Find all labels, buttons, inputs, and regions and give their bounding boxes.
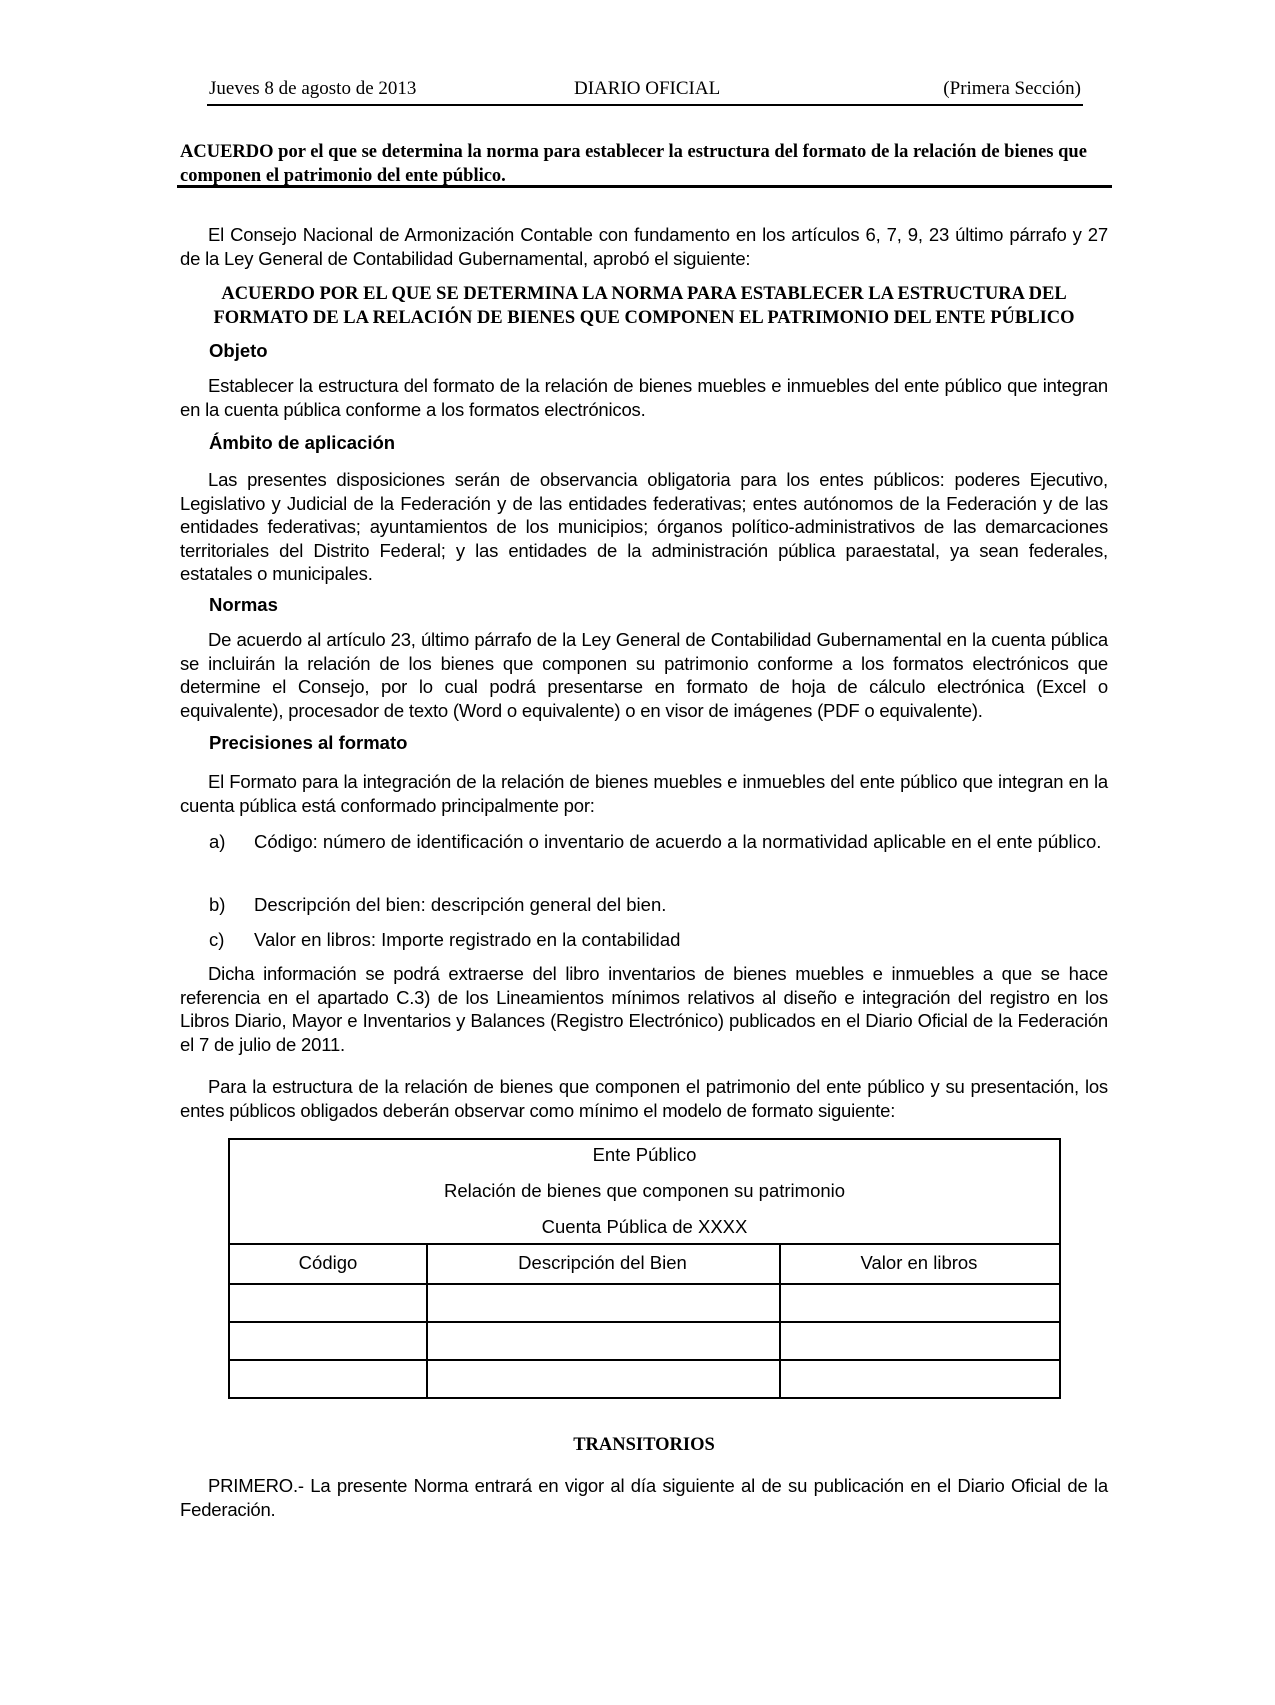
agreement-title-line2: FORMATO DE LA RELACIÓN DE BIENES QUE COMPONEN EL PATRIMONIO DEL ENTE PÚBLICO (213, 308, 1075, 328)
heading-normas: Normas (209, 594, 278, 615)
header-section: (Primera Sección) (943, 78, 1081, 99)
list-item-label: b) (209, 894, 226, 915)
column-header-codigo: Código (298, 1252, 358, 1273)
table-title-cuenta: Cuenta Pública de XXXX (541, 1216, 748, 1237)
table-title-relacion: Relación de bienes que componen su patrimonio (443, 1180, 846, 1201)
agreement-title-line1: ACUERDO POR EL QUE SE DETERMINA LA NORMA PARA ESTABLECER LA ESTRUCTURA DEL (221, 284, 1067, 304)
header-publication: DIARIO OFICIAL (574, 78, 721, 99)
document-title: ACUERDO por el que se determina la norma para establecer la estructura del formato de la relación de bienes que componen el patrimonio del ente público. (180, 142, 1087, 186)
table-row-divider (230, 1283, 1059, 1285)
list-item-label: a) (209, 831, 226, 852)
paragraph-estructura: Para la estructura de la relación de bienes que componen el patrimonio del ente público y su presentación, los entes públicos obligados deberán observar como mínimo el modelo de formato siguiente: (180, 1076, 1108, 1121)
list-item-text: Descripción del bien: descripción general del bien. (254, 894, 667, 915)
heading-precisiones: Precisiones al formato (209, 732, 408, 753)
format-model-table (228, 1138, 1061, 1399)
heading-objeto: Objeto (209, 340, 268, 361)
list-item-label: c) (209, 929, 225, 950)
heading-ambito: Ámbito de aplicación (209, 432, 396, 453)
column-header-descripcion: Descripción del Bien (518, 1252, 687, 1273)
paragraph-inventarios: Dicha información se podrá extraerse del libro inventarios de bienes muebles e inmuebles a que se hace referencia en el apartado C.3) de los Lineamientos mínimos relativos al diseño e integración del registro en los Libros Diario, Mayor e Inventarios y Balances (Registro Electrónico) publicados en el Diario Oficial de la Federación el 7 de julio de 2011. (180, 963, 1108, 1055)
list-item-text: Valor en libros: Importe registrado en la contabilidad (254, 929, 681, 950)
table-row-divider (230, 1359, 1059, 1361)
page-header (207, 76, 1083, 106)
table-title-ente: Ente Público (592, 1144, 697, 1165)
column-header-valor: Valor en libros (860, 1252, 978, 1273)
heading-transitorios: TRANSITORIOS (573, 1435, 715, 1455)
intro-paragraph: El Consejo Nacional de Armonización Contable con fundamento en los artículos 6, 7, 9, 23 último párrafo y 27 de la Ley General de Contabilidad Gubernamental, aprobó el siguiente: (180, 224, 1108, 269)
title-divider (177, 185, 1112, 188)
paragraph-normas: De acuerdo al artículo 23, último párrafo de la Ley General de Contabilidad Gubernamental en la cuenta pública se incluirán la relación de los bienes que componen su patrimonio conforme a los formatos electrónicos que determine el Consejo, por lo cual podrá presentarse en formato de hoja de cálculo electrónica (Excel o equivalente), procesador de texto (Word o equivalente) o en visor de imágenes (PDF o equivalente). (180, 629, 1108, 721)
table-title-block (230, 1140, 1059, 1245)
paragraph-precisiones: El Formato para la integración de la relación de bienes muebles e inmuebles del ente público que integran en la cuenta pública está conformado principalmente por: (180, 771, 1108, 816)
paragraph-objeto: Establecer la estructura del formato de la relación de bienes muebles e inmuebles del ente público que integran en la cuenta pública conforme a los formatos electrónicos. (180, 375, 1108, 420)
table-row-divider (230, 1321, 1059, 1323)
paragraph-ambito: Las presentes disposiciones serán de observancia obligatoria para los entes públicos: poderes Ejecutivo, Legislativo y Judicial de la Federación y de las entidades federativas; entes autónomos de la Federación y de las entidades federativas; ayuntamientos de los municipios; órganos político-administrativos de las demarcaciones territoriales del Distrito Federal; y las entidades de la administración pública paraestatal, ya sean federales, estatales o municipales. (180, 469, 1108, 584)
header-date: Jueves 8 de agosto de 2013 (209, 78, 417, 99)
list-item-text: Código: número de identificación o inventario de acuerdo a la normatividad aplicable en el ente público. (254, 831, 1102, 852)
paragraph-primero: PRIMERO.- La presente Norma entrará en vigor al día siguiente al de su publicación en el Diario Oficial de la Federación. (180, 1475, 1108, 1520)
